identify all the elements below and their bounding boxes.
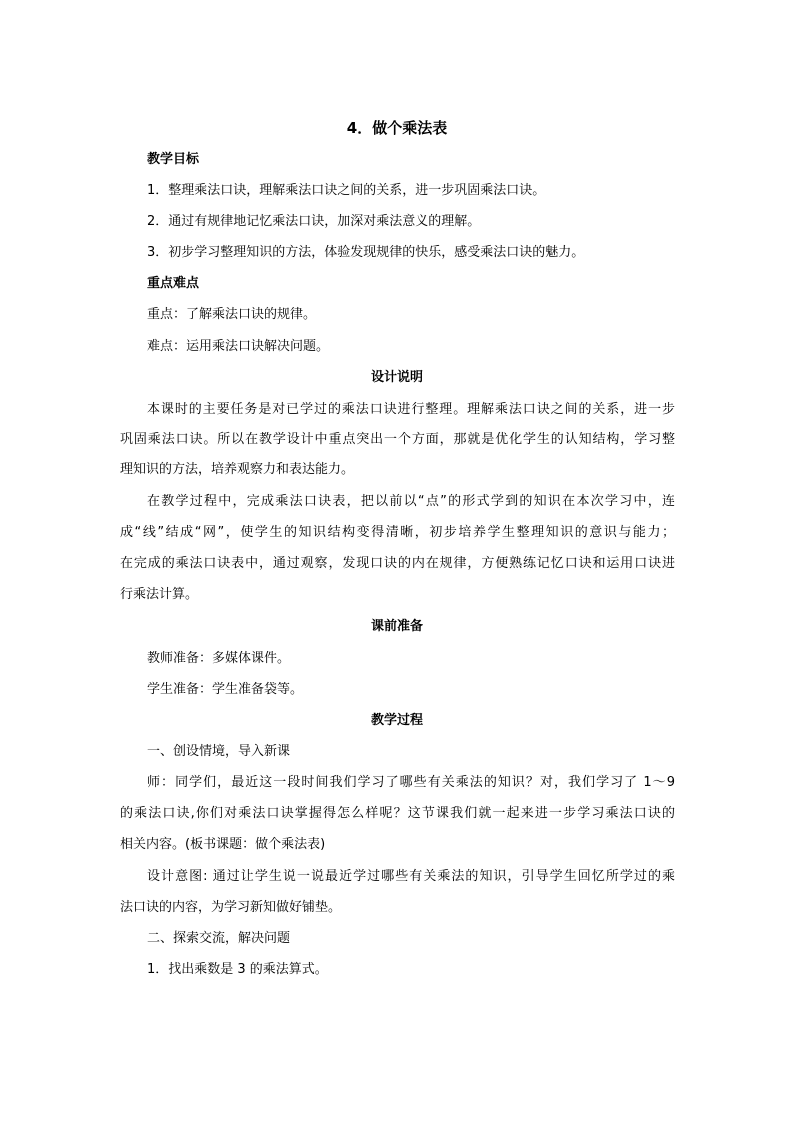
goal-item-2: 2．通过有规律地记忆乘法口诀，加深对乘法意义的理解。 bbox=[147, 214, 481, 229]
preparation-heading: 课前准备 bbox=[370, 619, 423, 634]
step1-heading: 一、创设情境，导入新课 bbox=[147, 744, 291, 759]
design-paragraph-2-line-2: 成“线”结成“网”，使学生的知识结构变得清晰，初步培养学生整理知识的意识与能力； bbox=[120, 525, 675, 540]
design-paragraph-1-line-3: 理知识的方法，培养观察力和表达能力。 bbox=[120, 462, 355, 477]
design-intent-line-1: 设计意图: 通过让学生说一说最近学过哪些有关乘法的知识，引导学生回忆所学过的乘 bbox=[147, 869, 675, 884]
page-title: 4．做个乘法表 bbox=[346, 119, 448, 137]
goal-item-3: 3．初步学习整理知识的方法，体验发现规律的快乐，感受乘法口诀的魅力。 bbox=[147, 245, 585, 260]
step2-heading: 二、探索交流，解决问题 bbox=[147, 931, 291, 946]
design-paragraph-2-line-1: 在教学过程中，完成乘法口诀表，把以前以“点”的形式学到的知识在本次学习中，连 bbox=[147, 494, 675, 509]
design-intent-line-2: 法口诀的内容，为学习新知做好铺垫。 bbox=[120, 900, 342, 915]
teacher-talk-line-1: 师：同学们，最近这一段时间我们学习了哪些有关乘法的知识？对，我们学习了 1～9 bbox=[147, 775, 675, 790]
step2-item-1: 1．找出乘数是 3 的乘法算式。 bbox=[147, 962, 328, 977]
key-difficulty-heading: 重点难点 bbox=[147, 276, 200, 291]
teacher-prep-text: 教师准备：多媒体课件。 bbox=[147, 651, 291, 666]
process-heading: 教学过程 bbox=[370, 713, 423, 728]
design-paragraph-2-line-3: 在完成的乘法口诀表中，通过观察，发现口诀的内在规律，方便熟练记忆口诀和运用口诀进 bbox=[120, 556, 675, 571]
design-paragraph-1-line-1: 本课时的主要任务是对已学过的乘法口诀进行整理。理解乘法口诀之间的关系，进一步 bbox=[147, 402, 675, 417]
goal-item-1: 1．整理乘法口诀，理解乘法口诀之间的关系，进一步巩固乘法口诀。 bbox=[147, 183, 546, 198]
design-paragraph-2-line-4: 行乘法计算。 bbox=[120, 587, 199, 602]
goals-heading: 教学目标 bbox=[147, 152, 200, 167]
student-prep-text: 学生准备：学生准备袋等。 bbox=[147, 682, 304, 697]
teacher-talk-line-2: 的乘法口诀,你们对乘法口诀掌握得怎么样呢？这节课我们就一起来进一步学习乘法口诀的 bbox=[120, 806, 675, 821]
design-heading: 设计说明 bbox=[370, 370, 423, 385]
key-point-text: 重点：了解乘法口诀的规律。 bbox=[147, 307, 317, 322]
difficulty-text: 难点：运用乘法口诀解决问题。 bbox=[147, 339, 330, 354]
design-paragraph-1-line-2: 巩固乘法口诀。所以在教学设计中重点突出一个方面，那就是优化学生的认知结构，学习整 bbox=[120, 432, 675, 447]
teacher-talk-line-3: 相关内容。(板书课题：做个乘法表) bbox=[120, 837, 326, 852]
